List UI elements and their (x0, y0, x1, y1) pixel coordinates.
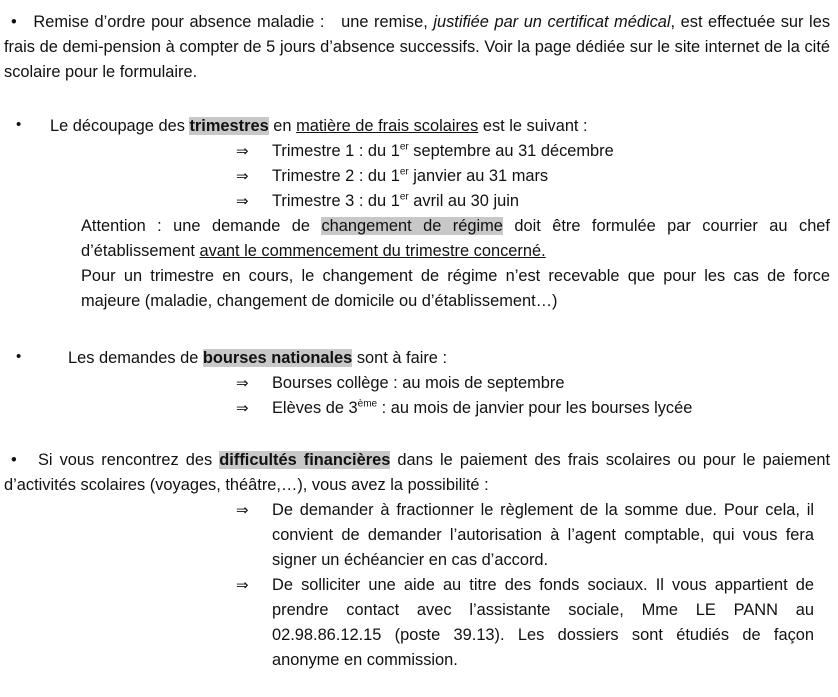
scholarships-intro: Les demandes de bourses nationales sont à faire : (68, 349, 448, 367)
trimester-3: Trimestre 3 : du 1er avril au 30 juin (272, 191, 519, 210)
arrow-icon: ⇒ (236, 399, 249, 417)
regime-change-highlight: changement de régime (321, 217, 503, 235)
trimesters-intro (50, 114, 588, 139)
arrow-icon: ⇒ (236, 576, 249, 594)
bullet-trimesters: • (16, 116, 22, 133)
arrow-icon: ⇒ (236, 374, 249, 392)
bullet: • (11, 451, 17, 469)
arrow-icon: ⇒ (236, 501, 249, 519)
trimesters-post: est le suivant : (482, 117, 588, 135)
sick-leave-rest: , est effectuée sur les frais de demi-pension à compter de 5 jours d’absence successifs. Voir la page dédiée sur le site internet de la cité scolaire pour le formulaire. (4, 13, 831, 81)
section-financial-difficulties: • Si vous rencontrez des difficultés financières dans le paiement des frais scolaires ou pour le paiement d’activités scolaires (voyages, théâtre,…), vous avez la possibilité : (4, 451, 831, 494)
arrow-icon: ⇒ (236, 192, 249, 210)
regime-change-note: Pour un trimestre en cours, le changement de régime n’est recevable que pour les cas de force majeure (maladie, changement de domicile ou d’établissement…) (81, 267, 830, 310)
sick-leave-certificate-text: justifiée par un certificat médical (433, 13, 671, 31)
arrow-icon: ⇒ (236, 142, 249, 160)
scholarships-highlight: bourses nationales (202, 349, 353, 367)
trimester-2: Trimestre 2 : du 1er janvier au 31 mars (272, 166, 549, 185)
sick-leave-mid: une remise, (341, 13, 428, 31)
regime-change-deadline: avant le commencement du trimestre concerné. (199, 242, 546, 260)
financial-highlight: difficultés financières (219, 451, 391, 469)
trimesters-mid: en (273, 117, 292, 135)
scholarship-lycee: Elèves de 3ème : au mois de janvier pour les bourses lycée (272, 398, 693, 417)
sick-leave-lead: Remise d’ordre pour absence maladie : (33, 13, 325, 31)
trimester-1: Trimestre 1 : du 1er septembre au 31 décembre (272, 141, 614, 160)
trimesters-highlight: trimestres (189, 117, 269, 135)
option-social-funds: De solliciter une aide au titre des fonds sociaux. Il vous appartient de prendre contact avec l’assistante sociale, Mme LE PANN au 02.98.86.12.15 (poste 39.13). Les dossiers sont étudiés de façon anonyme en commission. (272, 576, 814, 669)
bullet: • (11, 13, 17, 31)
section-sick-leave-refund (4, 10, 830, 85)
arrow-icon: ⇒ (236, 167, 249, 185)
option-installments: De demander à fractionner le règlement de la somme due. Pour cela, il convient de demander l’autorisation à l’agent comptable, qui vous fera signer un échéancier en cas d’accord. (272, 501, 814, 569)
scholarship-college: Bourses collège : au mois de septembre (272, 374, 565, 392)
bullet-scholarships: • (16, 348, 22, 365)
trimesters-pre: Le découpage des (50, 117, 185, 135)
trimesters-underlined: matière de frais scolaires (296, 117, 479, 135)
regime-change-notice: Attention : une demande de changement de régime doit être formulée par courrier au chef d’établissement avant le commencement du trimestre concerné. (81, 217, 830, 260)
